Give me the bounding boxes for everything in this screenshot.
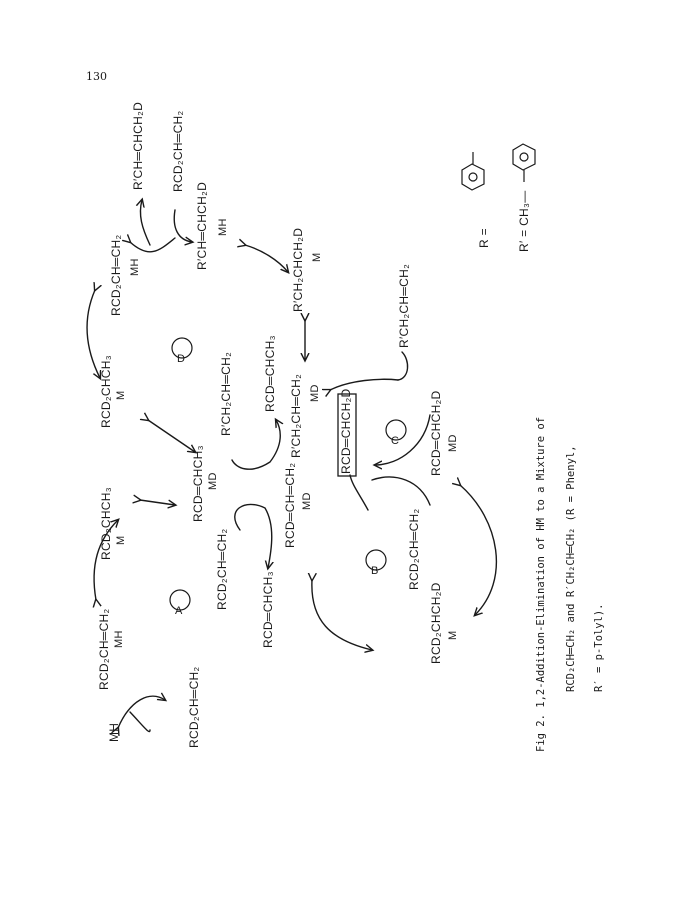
md-under-1: MD bbox=[207, 472, 219, 490]
md-under-2: MD bbox=[301, 492, 313, 510]
circle-b-label: B bbox=[371, 565, 379, 577]
species-rcd2ch-ch2-top: RCD₂CH═CH₂ bbox=[171, 110, 185, 192]
mh-under-2: MH bbox=[129, 258, 141, 276]
species-rch2ch-ch2-mid: R′CH₂CH═CH₂ bbox=[219, 351, 233, 436]
mh-under-3: MH bbox=[217, 218, 229, 236]
legend-r-label: R = bbox=[477, 228, 491, 248]
species-rcd2ch-ch2-a: RCD₂CH═CH₂ bbox=[215, 528, 229, 610]
arrow-top-split bbox=[130, 238, 175, 252]
mh-under-1: MH bbox=[113, 630, 125, 648]
mh-left: MH bbox=[107, 722, 121, 742]
species-rcd2ch-ch2-d: RCD₂CH═CH₂ bbox=[109, 234, 123, 316]
arrow-mh-left bbox=[118, 696, 165, 728]
page-number: 130 bbox=[86, 70, 107, 83]
species-rcd-chch3-a: RCD═CHCH₃ bbox=[261, 571, 275, 648]
arrow-d-mid bbox=[148, 420, 195, 452]
species-rch-chch2d-top: R′CH═CHCH₂D bbox=[131, 101, 145, 190]
arrow-mh-left-2 bbox=[130, 712, 150, 732]
species-rcd-chch3-md: RCD═CHCH₃ bbox=[191, 445, 205, 522]
arrow-top-curl bbox=[174, 210, 192, 242]
m-under-3: M bbox=[115, 390, 127, 400]
circle-c-label: C bbox=[391, 435, 400, 447]
m-under-4: M bbox=[311, 252, 323, 262]
species-rcd-chch3-mid: RCD═CHCH₃ bbox=[263, 335, 277, 412]
species-rcd-ch-ch2-md: RCD═CH═CH₂ bbox=[283, 462, 297, 548]
species-rch2ch-ch2-c: R′CH₂CH═CH₂ bbox=[397, 263, 411, 348]
species-rcd2ch-ch2-b: RCD₂CH═CH₂ bbox=[407, 508, 421, 590]
m-under-2: M bbox=[447, 630, 459, 640]
caption-line-2: RCD₂CH═CH₂ and R′CH₂CH═CH₂ (R = Phenyl, bbox=[565, 445, 577, 692]
arrow-a-curl bbox=[235, 504, 272, 568]
arrow-c-in bbox=[398, 352, 408, 380]
arrow-c-right bbox=[372, 477, 430, 505]
m-under-1: M bbox=[115, 535, 127, 545]
arrow-mid-curl bbox=[232, 420, 280, 469]
species-rcd-chch2d-md: RCD═CHCH₂D bbox=[429, 390, 443, 476]
phenyl-ring bbox=[462, 164, 484, 190]
arrow-b-left bbox=[312, 580, 372, 650]
arrow-top-up bbox=[140, 200, 150, 245]
caption-line-3: R′ = p-Tolyl). bbox=[593, 603, 605, 692]
species-rcd2chch3-m-1: RCD₂CHCH₃ bbox=[99, 487, 113, 560]
species-rcd2chch2d-m: RCD₂CHCH₂D bbox=[429, 582, 443, 664]
species-rcd2ch-ch2-left: RCD₂CH═CH₂ bbox=[187, 666, 201, 748]
arrow-a-right bbox=[140, 500, 175, 505]
species-rch2ch-ch2-md: R′CH₂CH═CH₂ bbox=[289, 373, 303, 458]
arrow-b-right bbox=[460, 485, 496, 615]
arrow-right-link bbox=[245, 245, 288, 272]
arrow-b-top bbox=[350, 475, 368, 510]
legend-r1-label: R′ = CH₃— bbox=[517, 190, 531, 252]
md-under-3: MD bbox=[309, 384, 321, 402]
species-rcd-chch2d-boxed: RCD═CHCH₂D bbox=[339, 388, 353, 474]
species-rcd2ch-ch2-mh: RCD₂CH═CH₂ bbox=[97, 608, 111, 690]
circle-a-label: A bbox=[175, 605, 183, 617]
tolyl-ring bbox=[513, 144, 535, 170]
species-rch-chch2d-mh: R′CH═CHCH₂D bbox=[195, 181, 209, 270]
md-under-4: MD bbox=[447, 434, 459, 452]
circle-d-label: D bbox=[177, 353, 186, 365]
caption-line-1: Fig 2. 1,2-Addition-Elimination of HM to a Mixture of bbox=[535, 416, 547, 752]
species-rcd2chch3-top: RCD₂CHCH₃ bbox=[99, 355, 113, 428]
species-rch2chch2d-m: R′CH₂CHCH₂D bbox=[291, 227, 305, 312]
